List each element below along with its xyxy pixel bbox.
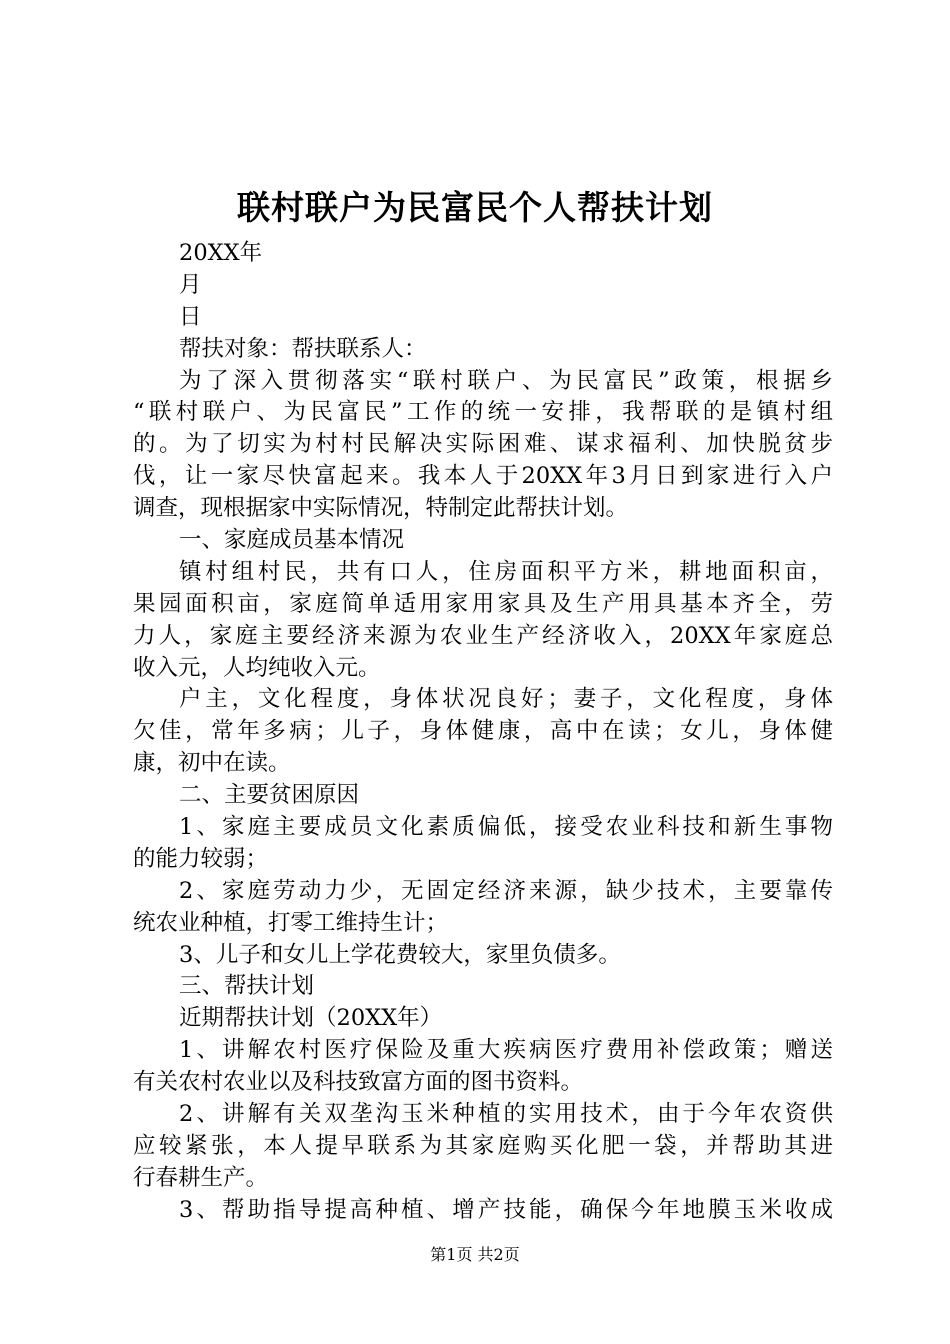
text-line: 力人，家庭主要经济来源为农业生产经济收入，20XX年家庭总 bbox=[133, 622, 833, 649]
text-line: 伐，让一家尽快富起来。我本人于20XX年3月日到家进行入户 bbox=[133, 463, 833, 490]
text-line: 有关农村农业以及科技致富方面的图书资料。 bbox=[133, 1069, 584, 1096]
text-line: 2、家庭劳动力少，无固定经济来源，缺少技术，主要靠传 bbox=[179, 877, 833, 904]
text-line: 3、儿子和女儿上学花费较大，家里负债多。 bbox=[179, 941, 621, 968]
text-line: 收入元，人均纯收入元。 bbox=[133, 654, 381, 681]
text-line: 日 bbox=[179, 303, 202, 330]
text-line: 20XX年 bbox=[179, 240, 263, 266]
page-footer: 第1页 共2页 bbox=[430, 1245, 520, 1264]
text-line: 月 bbox=[179, 271, 202, 298]
text-line: 镇村组村民，共有口人，住房面积平方米，耕地面积亩， bbox=[179, 558, 833, 585]
document-body bbox=[133, 238, 833, 1227]
text-line: 统农业种植，打零工维持生计； bbox=[133, 909, 449, 936]
text-line: 帮扶对象：帮扶联系人： bbox=[179, 335, 427, 362]
document-title: 联村联户为民富民个人帮扶计划 bbox=[237, 188, 713, 227]
text-line: 1、讲解农村医疗保险及重大疾病医疗费用补偿政策；赠送 bbox=[179, 1037, 833, 1064]
text-line: 康，初中在读。 bbox=[133, 750, 291, 777]
text-line: 果园面积亩，家庭简单适用家用家具及生产用具基本齐全，劳 bbox=[133, 590, 833, 617]
text-line: 应较紧张，本人提早联系为其家庭购买化肥一袋，并帮助其进 bbox=[133, 1132, 833, 1159]
text-line: 近期帮扶计划（20XX年） bbox=[179, 1005, 443, 1032]
text-line: 三、帮扶计划 bbox=[179, 973, 315, 1000]
text-line: 行春耕生产。 bbox=[133, 1164, 269, 1191]
text-line: 一、家庭成员基本情况 bbox=[179, 527, 405, 554]
text-line: 二、主要贫困原因 bbox=[179, 782, 360, 809]
text-line: 调查，现根据家中实际情况，特制定此帮扶计划。 bbox=[133, 495, 629, 522]
text-line: 3、帮助指导提高种植、增产技能，确保今年地膜玉米收成 bbox=[179, 1196, 833, 1223]
text-line: “联村联户、为民富民”工作的统一安排，我帮联的是镇村组 bbox=[133, 399, 833, 426]
text-line: 户主，文化程度，身体状况良好；妻子，文化程度，身体 bbox=[179, 686, 833, 713]
text-line: 的能力较弱； bbox=[133, 845, 269, 872]
text-line: 为了深入贯彻落实“联村联户、为民富民”政策，根据乡 bbox=[179, 367, 833, 394]
text-line: 欠佳，常年多病；儿子，身体健康，高中在读；女儿，身体健 bbox=[133, 718, 833, 745]
text-line: 的。为了切实为村村民解决实际困难、谋求福利、加快脱贫步 bbox=[133, 431, 833, 458]
text-line: 1、家庭主要成员文化素质偏低，接受农业科技和新生事物 bbox=[179, 814, 833, 841]
text-line: 2、讲解有关双垄沟玉米种植的实用技术，由于今年农资供 bbox=[179, 1101, 833, 1128]
